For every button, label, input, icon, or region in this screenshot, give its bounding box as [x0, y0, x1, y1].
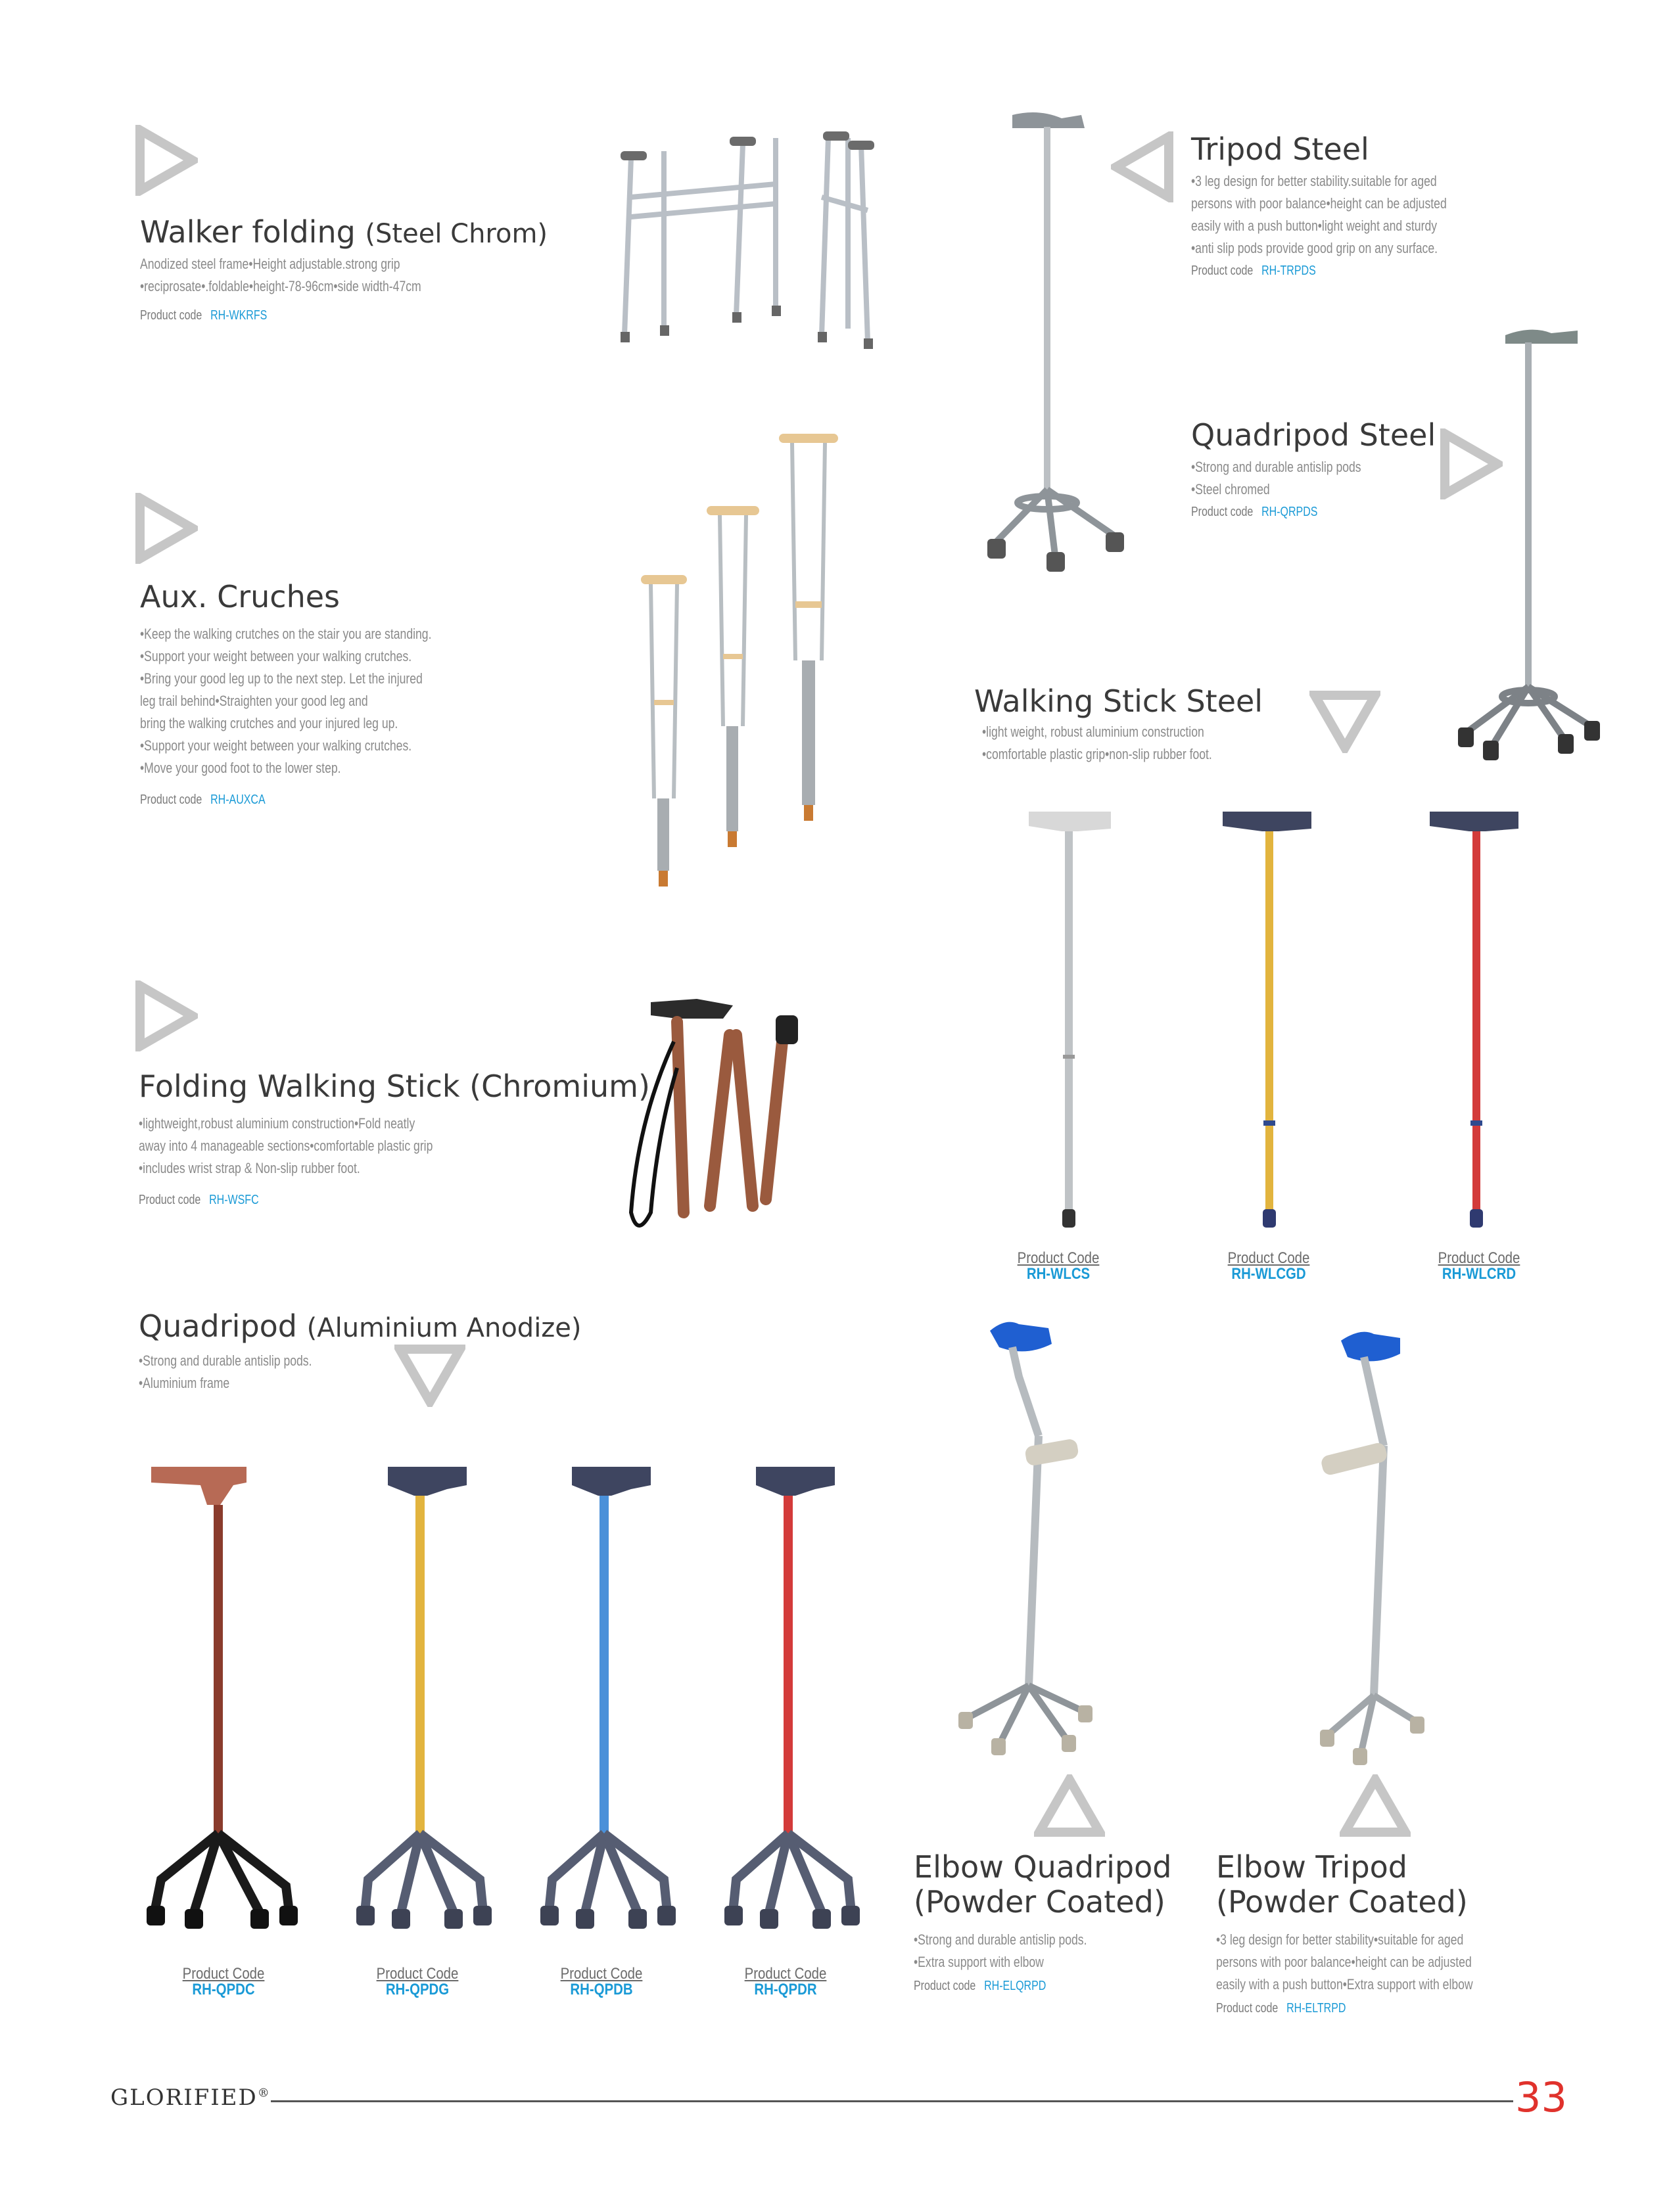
- arrow-up-icon: [1034, 1774, 1105, 1837]
- arrow-right-icon: [135, 125, 198, 196]
- tripod-product-code: Product code RH-TRPDS: [1191, 263, 1316, 278]
- arrow-right-icon: [135, 980, 198, 1051]
- walker-section: [140, 216, 548, 323]
- elbow-tripod-section: [1216, 1850, 1537, 2016]
- folding-stick-section: [139, 1070, 650, 1208]
- walking-stick-silver-image: [1012, 805, 1124, 1239]
- aux-cruches-description: •Keep the walking crutches on the stair you are standing. •Support your weight between your walking crutches. •Bring your good leg up to the next step. Let the injured leg trail behind•Straighten your good leg and bring the walking crutches and your injured leg up. •Support your weight between your walking crutches. •Move your good foot to the lower step.: [140, 625, 432, 776]
- walker-description: Anodized steel frame•Height adjustable.strong grip •reciprosate•.foldable•height-78-96cm•side width-47cm: [140, 255, 421, 294]
- tripod-title: Tripod Steel: [1191, 131, 1369, 167]
- quadripod-copper-image: [141, 1459, 299, 1939]
- walker-title: Walker folding (Steel Chrom): [140, 214, 548, 250]
- folding-stick-description: •lightweight,robust aluminium construction•Fold neatly away into 4 manageable sections•comfortable plastic grip •includes wrist strap & Non-slip rubber foot.: [139, 1115, 433, 1176]
- walking-stick-title: Walking Stick Steel: [974, 683, 1263, 719]
- elbow-quadripod-image: [953, 1318, 1104, 1771]
- walking-stick-description: •light weight, robust aluminium construction •comfortable plastic grip•non-slip rubber foot.: [982, 723, 1212, 762]
- aux-cruches-product-code: Product code RH-AUXCA: [140, 792, 266, 807]
- elbow-quadripod-section: [914, 1850, 1171, 1994]
- quadripod-al-title: Quadripod (Aluminium Anodize): [139, 1308, 582, 1344]
- product-code-wlcrd: Product Code RH-WLCRD: [1438, 1249, 1520, 1283]
- tripod-image: [973, 108, 1150, 588]
- elbow-tripod-title: Elbow Tripod (Powder Coated): [1216, 1849, 1468, 1920]
- elbow-quadripod-title: Elbow Quadripod (Powder Coated): [914, 1849, 1172, 1920]
- quadripod-blue-image: [526, 1459, 684, 1939]
- product-code-wlcgd: Product Code RH-WLCGD: [1227, 1249, 1310, 1283]
- walking-stick-gold-image: [1213, 805, 1325, 1239]
- quadripod-al-description: •Strong and durable antislip pods. •Aluminium frame: [139, 1352, 312, 1391]
- product-code-qpdr: Product Code RH-QPDR: [744, 1965, 827, 1998]
- folding-stick-title: Folding Walking Stick (Chromium): [139, 1069, 650, 1104]
- elbow-tripod-image: [1308, 1327, 1440, 1768]
- aux-cruches-image: [638, 424, 861, 897]
- footer-divider: [271, 2100, 1513, 2102]
- quadripod-gold-image: [342, 1459, 500, 1939]
- product-code-qpdc: Product Code RH-QPDC: [182, 1965, 265, 1998]
- elbow-quadripod-product-code: Product code RH-ELQRPD: [914, 1978, 1046, 1993]
- arrow-up-icon: [1340, 1774, 1411, 1837]
- walking-stick-section: [974, 685, 1269, 766]
- folding-stick-image: [611, 989, 835, 1252]
- product-code-qpdg: Product Code RH-QPDG: [376, 1965, 459, 1998]
- aux-cruches-title: Aux. Cruches: [140, 579, 340, 614]
- quadripod-steel-product-code: Product code RH-QRPDS: [1191, 504, 1318, 519]
- quadripod-steel-description: •Strong and durable antislip pods •Steel chromed: [1191, 458, 1361, 497]
- page-number: 33: [1515, 2073, 1567, 2121]
- tripod-section: [1191, 133, 1511, 279]
- walker-image: [611, 118, 901, 381]
- quadripod-steel-section: [1191, 419, 1436, 520]
- brand-logo: GLORIFIED®: [110, 2085, 271, 2111]
- quadripod-al-section: [139, 1310, 582, 1394]
- product-code-qpdb: Product Code RH-QPDB: [560, 1965, 643, 1998]
- elbow-quadripod-description: •Strong and durable antislip pods. •Extra support with elbow: [914, 1931, 1087, 1970]
- aux-cruches-section: [140, 580, 504, 808]
- product-code-wlcs: Product Code RH-WLCS: [1017, 1249, 1100, 1283]
- arrow-down-icon: [1309, 690, 1380, 753]
- quadripod-steel-image: [1453, 325, 1604, 772]
- walker-product-code: Product code RH-WKRFS: [140, 308, 268, 323]
- elbow-tripod-description: •3 leg design for better stability•suitable for aged persons with poor balance•height can be adjusted easily with a push button•Extra support with elbow: [1216, 1931, 1473, 1993]
- elbow-tripod-product-code: Product code RH-ELTRPD: [1216, 2000, 1346, 2016]
- folding-stick-product-code: Product code RH-WSFC: [139, 1192, 259, 1207]
- walking-stick-red-image: [1420, 805, 1532, 1239]
- arrow-right-icon: [135, 493, 198, 564]
- tripod-description: •3 leg design for better stability.suitable for aged persons with poor balance•height can be adjusted easily with a push button•light weight and sturdy •anti slip pods provide good grip on any surface.: [1191, 172, 1447, 256]
- quadripod-red-image: [710, 1459, 868, 1939]
- quadripod-steel-title: Quadripod Steel: [1191, 417, 1436, 453]
